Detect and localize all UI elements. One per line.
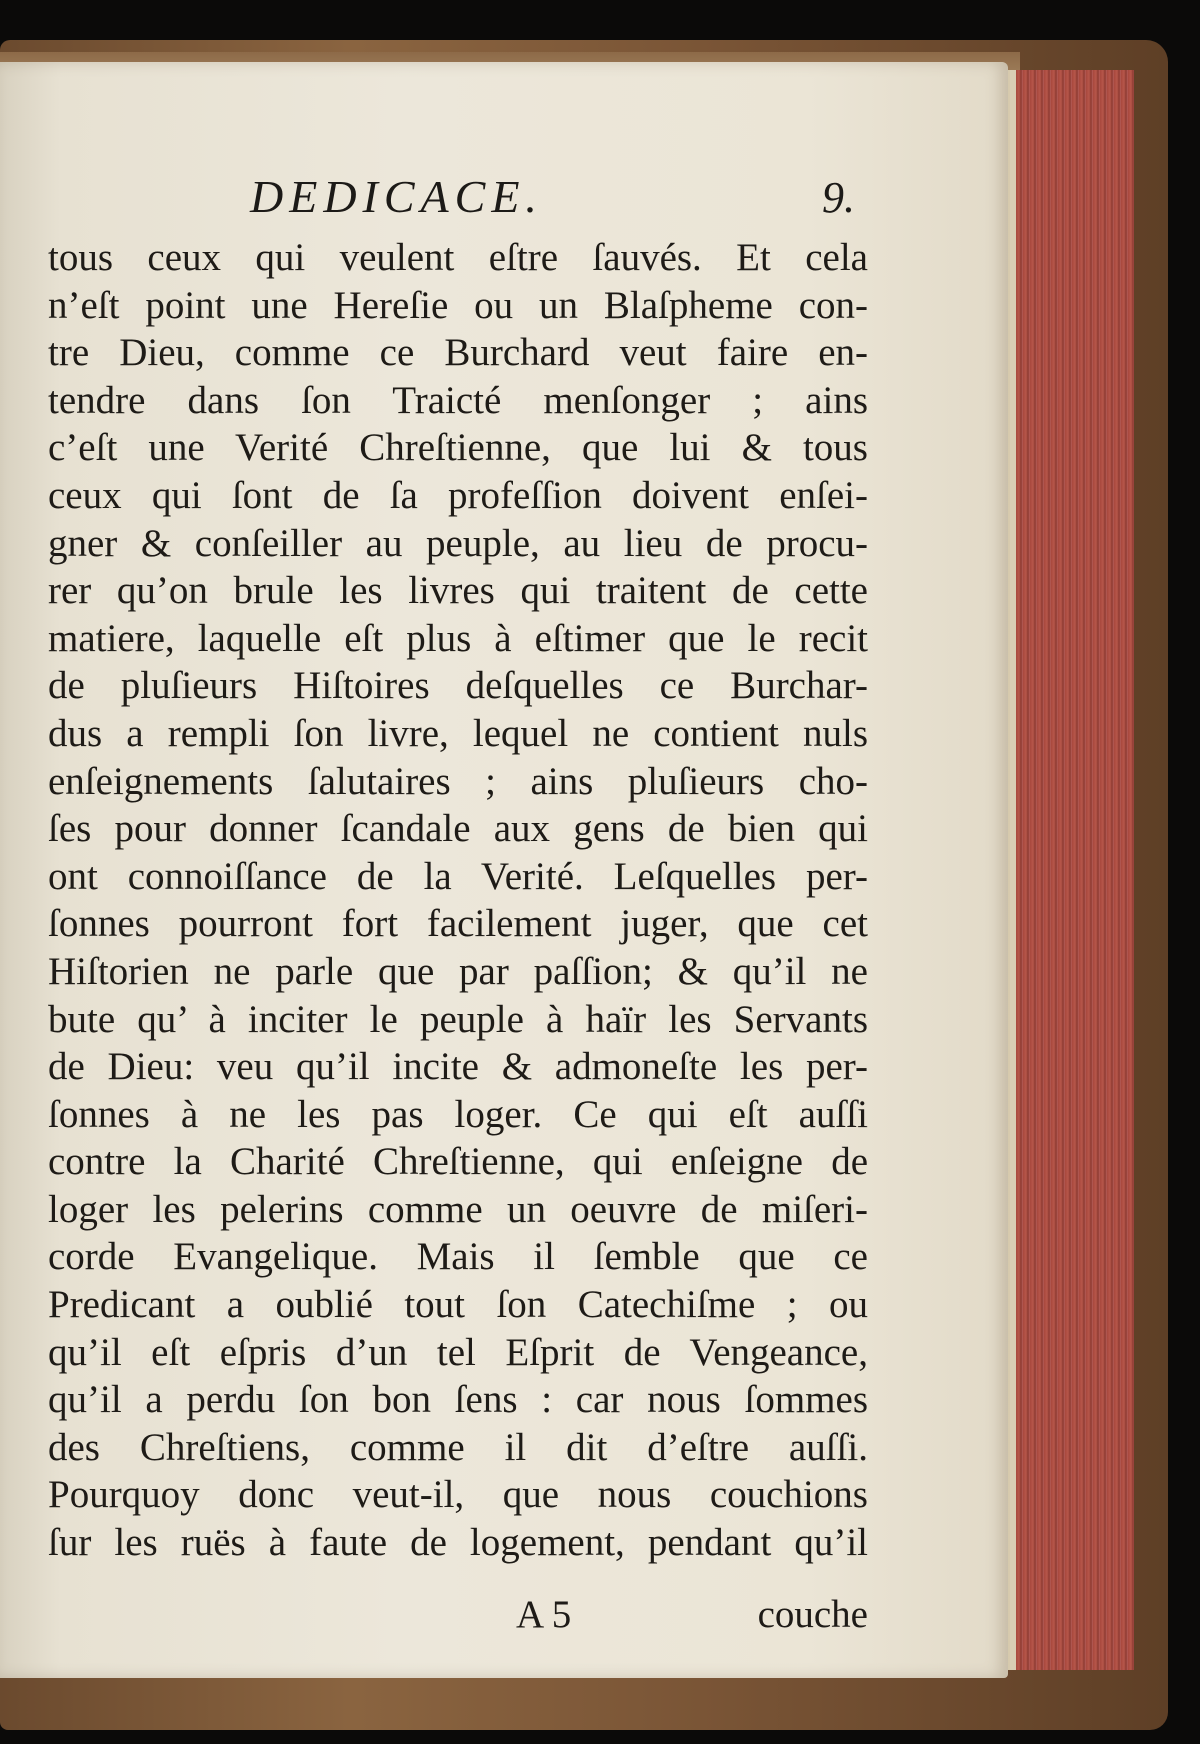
body-text xyxy=(48,234,868,1567)
text-line: dus a rempli ſon livre, lequel ne contient nuls xyxy=(48,711,868,755)
text-line: c’eſt une Verité Chreſtienne, que lui & tous xyxy=(48,426,868,470)
running-head: DEDICACE. xyxy=(250,171,543,222)
text-line: Hiſtorien ne parle que par paſſion; & qu’il ne xyxy=(48,949,868,993)
text-line: de Dieu: veu qu’il incite & admoneſte les per- xyxy=(48,1045,868,1089)
text-line: ſes pour donner ſcandale aux gens de bien qui xyxy=(48,807,868,851)
text-line: ceux qui ſont de ſa profeſſion doivent enſei- xyxy=(48,473,868,517)
text-line: matiere, laquelle eſt plus à eſtimer que le recit xyxy=(48,616,868,660)
text-line: qu’il eſt eſpris d’un tel Eſprit de Vengeance, xyxy=(48,1330,868,1374)
text-line: ſur les ruës à faute de logement, pendant qu’il xyxy=(48,1521,868,1565)
text-line: qu’il a perdu ſon bon ſens : car nous ſommes xyxy=(48,1378,868,1422)
catchword: couche xyxy=(757,1593,868,1636)
text-line: bute qu’ à inciter le peuple à haïr les Servants xyxy=(48,997,868,1041)
page-number: 9. xyxy=(822,173,855,222)
text-line: de pluſieurs Hiſtoires deſquelles ce Burchar- xyxy=(48,664,868,708)
text-line: corde Evangelique. Mais il ſemble que ce xyxy=(48,1235,868,1279)
text-line: tous ceux qui veulent eſtre ſauvés. Et cela xyxy=(48,236,868,279)
text-line: loger les pelerins comme un oeuvre de miſeri- xyxy=(48,1187,868,1231)
text-line: des Chreſtiens, comme il dit d’eſtre auſſi. xyxy=(48,1425,868,1469)
text-line: n’eſt point une Hereſie ou un Blaſpheme con- xyxy=(48,283,868,327)
text-line: ſonnes pourront fort facilement juger, que cet xyxy=(48,902,868,946)
text-line: tre Dieu, comme ce Burchard veut faire en- xyxy=(48,331,868,375)
text-line: Predicant a oublié tout ſon Catechiſme ; ou xyxy=(48,1283,868,1327)
signature-mark: A 5 xyxy=(516,1593,572,1636)
text-line: ont connoiſſance de la Verité. Leſquelles per- xyxy=(48,854,868,898)
text-line: tendre dans ſon Traicté menſonger ; ains xyxy=(48,378,868,422)
text-line: rer qu’on brule les livres qui traitent de cette xyxy=(48,569,868,613)
text-line: gner & conſeiller au peuple, au lieu de procu- xyxy=(48,521,868,565)
red-fore-edge xyxy=(1010,70,1134,1670)
text-line: contre la Charité Chreſtienne, qui enſeigne de xyxy=(48,1140,868,1184)
book-page xyxy=(0,62,1008,1678)
text-line: ſonnes à ne les pas loger. Ce qui eſt auſſi xyxy=(48,1092,868,1136)
text-line: enſeignements ſalutaires ; ains pluſieurs cho- xyxy=(48,759,868,803)
text-line: Pourquoy donc veut-il, que nous couchions xyxy=(48,1473,868,1517)
